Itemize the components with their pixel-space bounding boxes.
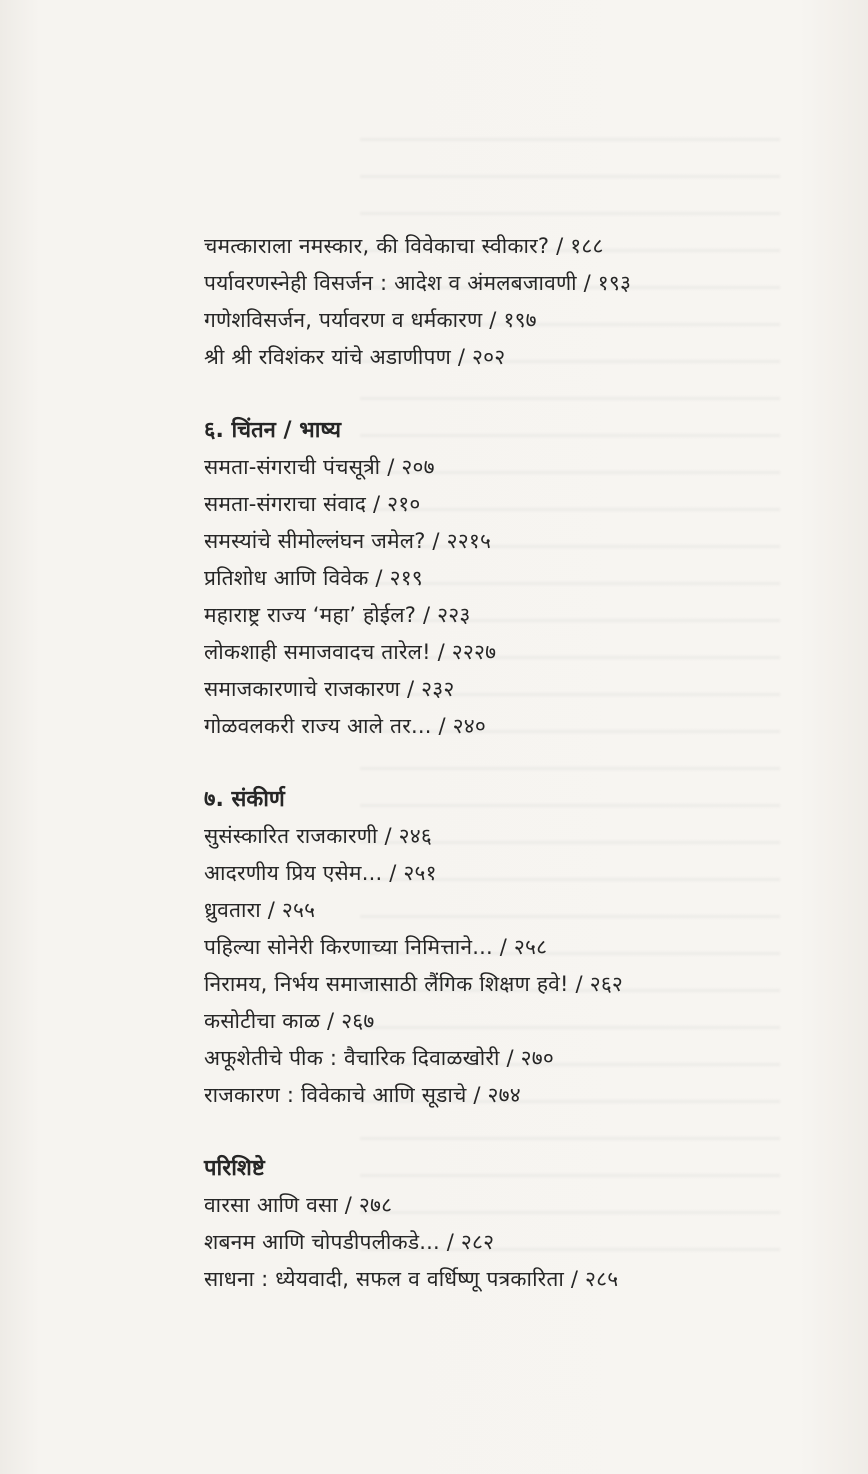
section-gap [204, 1114, 804, 1150]
toc-entry: निरामय, निर्भय समाजासाठी लैंगिक शिक्षण हवे! / २६२ [204, 972, 624, 996]
toc-entry: गोळवलकरी राज्य आले तर... / २४० [204, 714, 487, 738]
toc-entry: वारसा आणि वसा / २७८ [204, 1193, 393, 1217]
table-of-contents [204, 228, 804, 1298]
toc-entry: कसोटीचा काळ / २६७ [204, 1009, 375, 1033]
toc-entry: साधना : ध्येयवादी, सफल व वर्धिष्णू पत्रकारिता / २८५ [204, 1267, 619, 1291]
toc-entry: शबनम आणि चोपडीपलीकडे... / २८२ [204, 1230, 495, 1254]
toc-section-sankirna [204, 781, 804, 1114]
toc-section-chintan [204, 412, 804, 745]
toc-entry: सुसंस्कारित राजकारणी / २४६ [204, 824, 432, 848]
toc-section-continued [204, 228, 804, 376]
section-gap [204, 376, 804, 412]
toc-entry: समता-संगराचा संवाद / २१० [204, 492, 421, 516]
toc-entry: समाजकारणाचे राजकारण / २३२ [204, 677, 455, 701]
toc-entry: प्रतिशोध आणि विवेक / २१९ [204, 566, 423, 590]
toc-entry: चमत्काराला नमस्कार, की विवेकाचा स्वीकार? / १८८ [204, 234, 604, 258]
toc-entry: पर्यावरणस्नेही विसर्जन : आदेश व अंमलबजावणी / १९३ [204, 271, 632, 295]
toc-entry: पहिल्या सोनेरी किरणाच्या निमित्ताने... / २५८ [204, 935, 548, 959]
toc-entry: ध्रुवतारा / २५५ [204, 898, 316, 922]
toc-entry: समस्यांचे सीमोल्लंघन जमेल? / २२१५ [204, 529, 492, 553]
toc-entry: आदरणीय प्रिय एसेम... / २५१ [204, 861, 437, 885]
toc-entry: अफूशेतीचे पीक : वैचारिक दिवाळखोरी / २७० [204, 1046, 555, 1070]
toc-entry: राजकारण : विवेकाचे आणि सूडाचे / २७४ [204, 1083, 521, 1107]
section-heading: परिशिष्टे [204, 1156, 265, 1181]
toc-entry: महाराष्ट्र राज्य ‘महा’ होईल? / २२३ [204, 603, 471, 627]
section-heading: ६. चिंतन / भाष्य [204, 418, 341, 443]
toc-entry: समता-संगराची पंचसूत्री / २०७ [204, 455, 435, 479]
toc-section-parishishte [204, 1150, 804, 1298]
toc-entry: श्री श्री रविशंकर यांचे अडाणीपण / २०२ [204, 345, 506, 369]
toc-entry: गणेशविसर्जन, पर्यावरण व धर्मकारण / १९७ [204, 308, 537, 332]
section-gap [204, 745, 804, 781]
section-heading: ७. संकीर्ण [204, 787, 285, 812]
toc-entry: लोकशाही समाजवादच तारेल! / २२२७ [204, 640, 497, 664]
